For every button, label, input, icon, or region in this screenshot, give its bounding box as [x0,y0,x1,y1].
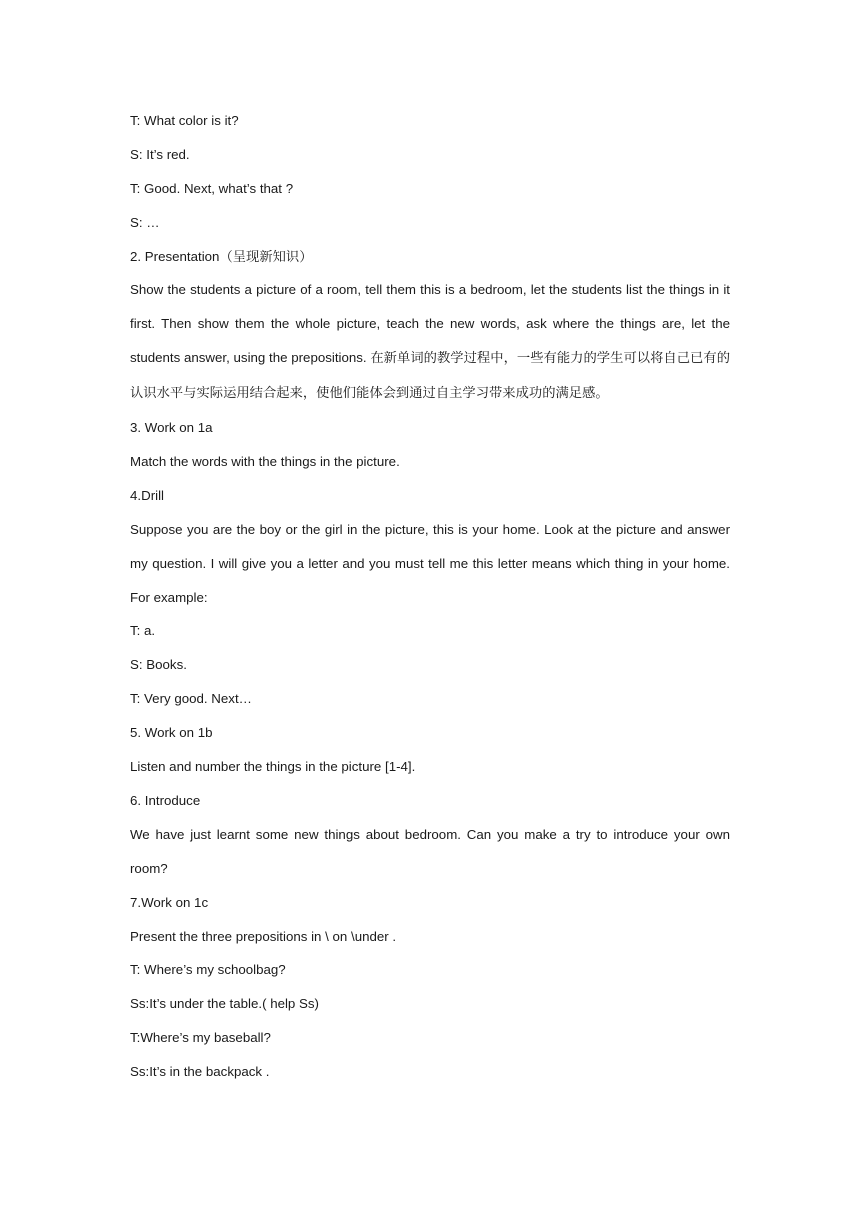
dialogue-line: T:Where’s my baseball? [130,1030,271,1046]
section-heading-presentation: 2. Presentation（呈现新知识） [130,248,313,264]
dialogue-line: T: What color is it? [130,113,239,128]
work-1c-text: Present the three prepositions in \ on \under . [130,928,397,944]
work-1b-text: Listen and number the things in the picture [1-4]. [130,759,416,775]
section-heading-drill: 4.Drill [130,487,164,503]
presentation-text: Show the students a picture of a room, tell them this is a bedroom, let the students list the things in it first. Then show them the whole picture, teach the new words, ask where the things are, let the students answer, using the prepositions. [130,282,730,366]
presentation-note-cn: 在新单词的教学过程中，一些有能力的学生可以将自己已有的认识水平与实际运用结合起来，使他们能体会到通过自主学习带来成功的满足感。 [130,351,730,402]
dialogue-line: T: Good. Next, what’s that ? [130,180,294,196]
drill-paragraph: Suppose you are the boy or the girl in the picture, this is your home. Look at the picture and answer my question. I will give you a letter and you must tell me this letter means which thing in your home. For example: [130,521,730,605]
presentation-paragraph [130,273,730,411]
section-heading-work-1c: 7.Work on 1c [130,894,209,910]
dialogue-line: T: Very good. Next… [130,691,252,707]
introduce-paragraph: We have just learnt some new things about bedroom. Can you make a try to introduce your own room? [130,826,730,876]
dialogue-line: T: Where’s my schoolbag? [130,962,286,978]
dialogue-line: T: a. [130,623,156,639]
section-heading-work-1b: 5. Work on 1b [130,725,213,741]
dialogue-line: Ss:It’s under the table.( help Ss) [130,996,319,1012]
dialogue-line: S: … [130,214,160,230]
document-page [130,104,730,1089]
dialogue-line: Ss:It’s in the backpack . [130,1064,270,1080]
dialogue-line: S: It’s red. [130,146,190,162]
work-1a-text: Match the words with the things in the picture. [130,453,400,469]
section-heading-introduce: 6. Introduce [130,792,201,808]
section-heading-work-1a: 3. Work on 1a [130,420,213,436]
dialogue-line: S: Books. [130,657,187,673]
